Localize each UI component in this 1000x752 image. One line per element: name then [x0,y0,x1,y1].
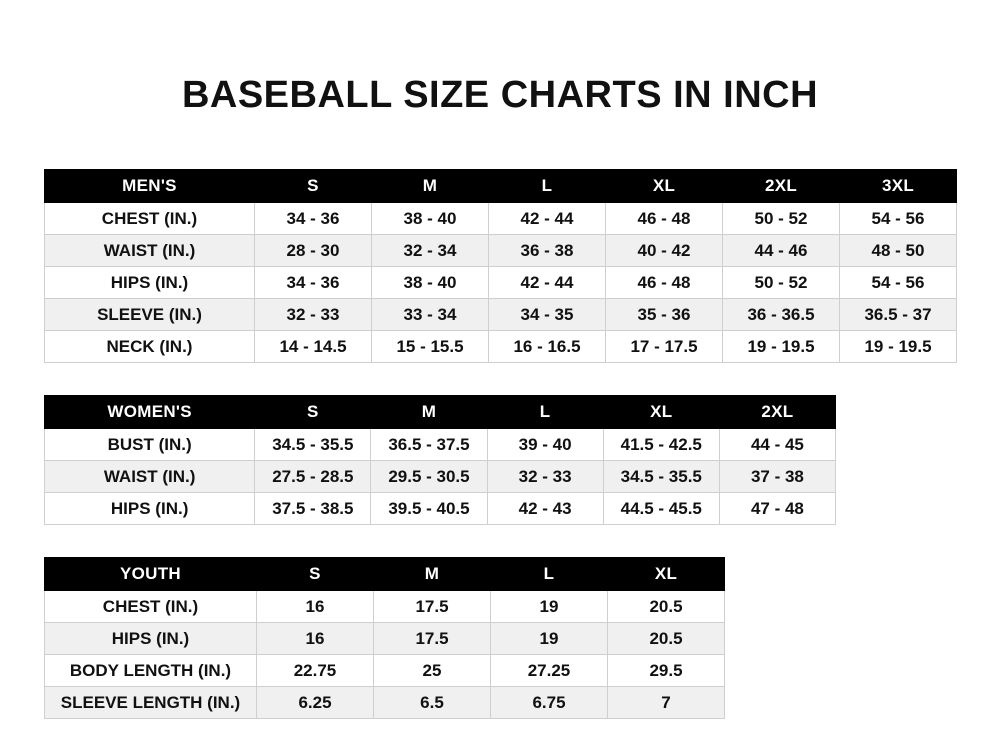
column-header: M [371,396,487,429]
table-row [45,235,957,267]
table-cell: 33 - 34 [372,299,489,331]
table-cell: 48 - 50 [840,235,957,267]
column-header: M [372,170,489,203]
table-cell: 17.5 [374,591,491,623]
table-cell: 20.5 [608,623,725,655]
table-row [45,655,725,687]
table-cell: 16 [257,591,374,623]
table-cell: 39 - 40 [487,429,603,461]
column-header: S [257,558,374,591]
table-cell: 6.25 [257,687,374,719]
table-cell: 46 - 48 [606,203,723,235]
table-cell: 46 - 48 [606,267,723,299]
column-header: YOUTH [45,558,257,591]
table-cell: 40 - 42 [606,235,723,267]
table-row [45,591,725,623]
table-cell: 25 [374,655,491,687]
table-cell: 50 - 52 [723,267,840,299]
column-header: L [489,170,606,203]
column-header: 2XL [719,396,835,429]
row-label: CHEST (IN.) [45,591,257,623]
table-cell: 35 - 36 [606,299,723,331]
table-row [45,493,836,525]
table-cell: 44 - 46 [723,235,840,267]
table-cell: 6.5 [374,687,491,719]
table-cell: 54 - 56 [840,203,957,235]
table-cell: 41.5 - 42.5 [603,429,719,461]
table-cell: 29.5 - 30.5 [371,461,487,493]
table-cell: 20.5 [608,591,725,623]
table-cell: 17 - 17.5 [606,331,723,363]
table-cell: 36.5 - 37 [840,299,957,331]
table-cell: 6.75 [491,687,608,719]
table-cell: 36 - 36.5 [723,299,840,331]
mens-size-table [44,169,957,363]
table-header-row [45,396,836,429]
table-cell: 29.5 [608,655,725,687]
table-cell: 38 - 40 [372,267,489,299]
table-cell: 47 - 48 [719,493,835,525]
row-label: HIPS (IN.) [45,623,257,655]
table-cell: 7 [608,687,725,719]
row-label: WAIST (IN.) [45,235,255,267]
column-header: 3XL [840,170,957,203]
table-cell: 50 - 52 [723,203,840,235]
row-label: HIPS (IN.) [45,493,255,525]
table-cell: 42 - 44 [489,203,606,235]
table-cell: 54 - 56 [840,267,957,299]
table-cell: 36 - 38 [489,235,606,267]
table-cell: 19 [491,591,608,623]
table-cell: 34.5 - 35.5 [255,429,371,461]
table-cell: 17.5 [374,623,491,655]
table-cell: 34 - 36 [255,203,372,235]
column-header: L [487,396,603,429]
table-cell: 19 - 19.5 [840,331,957,363]
row-label: WAIST (IN.) [45,461,255,493]
table-cell: 44.5 - 45.5 [603,493,719,525]
table-row [45,331,957,363]
column-header: M [374,558,491,591]
row-label: CHEST (IN.) [45,203,255,235]
table-row [45,267,957,299]
youth-size-table [44,557,725,719]
row-label: HIPS (IN.) [45,267,255,299]
table-cell: 27.25 [491,655,608,687]
table-cell: 16 - 16.5 [489,331,606,363]
table-cell: 14 - 14.5 [255,331,372,363]
table-cell: 37 - 38 [719,461,835,493]
womens-size-table [44,395,836,525]
column-header: S [255,170,372,203]
table-cell: 32 - 34 [372,235,489,267]
column-header: WOMEN'S [45,396,255,429]
table-cell: 34.5 - 35.5 [603,461,719,493]
table-row [45,687,725,719]
row-label: NECK (IN.) [45,331,255,363]
table-cell: 16 [257,623,374,655]
table-cell: 36.5 - 37.5 [371,429,487,461]
table-cell: 32 - 33 [487,461,603,493]
column-header: MEN'S [45,170,255,203]
table-cell: 27.5 - 28.5 [255,461,371,493]
table-header-row [45,170,957,203]
table-header-row [45,558,725,591]
table-cell: 34 - 35 [489,299,606,331]
table-cell: 42 - 44 [489,267,606,299]
row-label: SLEEVE LENGTH (IN.) [45,687,257,719]
column-header: XL [608,558,725,591]
table-cell: 42 - 43 [487,493,603,525]
table-cell: 28 - 30 [255,235,372,267]
table-row [45,623,725,655]
table-cell: 44 - 45 [719,429,835,461]
row-label: SLEEVE (IN.) [45,299,255,331]
table-cell: 19 [491,623,608,655]
table-row [45,461,836,493]
table-cell: 39.5 - 40.5 [371,493,487,525]
table-row [45,429,836,461]
table-cell: 37.5 - 38.5 [255,493,371,525]
column-header: XL [603,396,719,429]
column-header: L [491,558,608,591]
table-cell: 32 - 33 [255,299,372,331]
table-cell: 34 - 36 [255,267,372,299]
table-cell: 22.75 [257,655,374,687]
column-header: 2XL [723,170,840,203]
table-cell: 15 - 15.5 [372,331,489,363]
tables-container [0,169,1000,719]
row-label: BODY LENGTH (IN.) [45,655,257,687]
column-header: S [255,396,371,429]
page-title: BASEBALL SIZE CHARTS IN INCH [181,74,819,116]
table-cell: 38 - 40 [372,203,489,235]
column-header: XL [606,170,723,203]
table-row [45,299,957,331]
row-label: BUST (IN.) [45,429,255,461]
table-row [45,203,957,235]
table-cell: 19 - 19.5 [723,331,840,363]
